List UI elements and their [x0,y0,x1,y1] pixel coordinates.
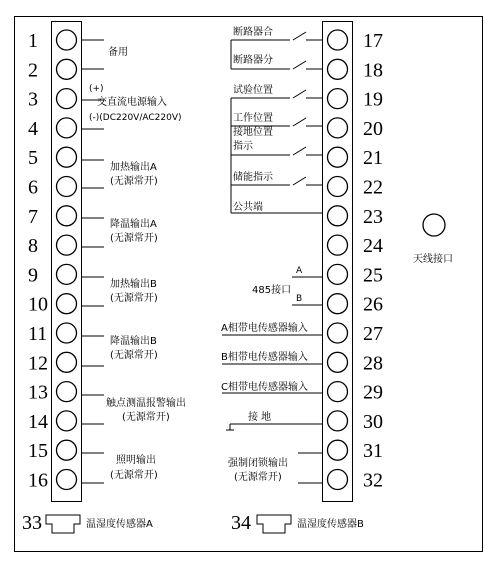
label-cool-b: 降温输出B [110,336,157,347]
label-cool-b-note: (无源常开) [110,350,158,361]
label-power-minus: (-)(DC220V/AC220V) [89,113,182,123]
right-terminal-number: 23 [363,205,383,228]
label-heat-b-note: (无源常开) [110,293,158,304]
terminal-screw-icon [57,264,77,284]
label-power-plus: (+) [89,84,104,94]
label-energy-storage: 储能指示 [233,172,273,183]
terminal-screw-icon [328,352,348,372]
label-ground-indicator: 指示 [233,141,253,152]
sensor-port-b-connector-icon [257,515,291,533]
terminal-screw-icon [328,382,348,402]
terminal-screw-icon [328,147,348,167]
label-rs485-a: A [296,266,303,276]
left-terminal-number: 3 [28,88,38,111]
label-rs485: 485接口 [252,285,292,296]
right-terminal-screws [328,30,348,490]
label-contact-alarm-note: (无源常开) [122,412,170,423]
right-terminal-number: 30 [363,410,383,433]
terminal-screw-icon [328,323,348,343]
terminal-screw-icon [57,352,77,372]
terminal-screw-icon [328,470,348,490]
sensor-port-a-label: 温湿度传感器A [86,519,153,530]
terminal-screw-icon [328,118,348,138]
left-terminal-number: 15 [28,440,48,463]
right-wiring [222,32,323,483]
label-lighting-note: (无源常开) [110,470,158,481]
left-terminal-number: 11 [28,323,48,345]
terminal-screw-icon [328,59,348,79]
sensor-port-b [231,512,364,534]
label-power-title: 交直流电源输入 [97,97,167,108]
sensor-port-a-number: 33 [22,512,42,534]
right-terminal-number: 20 [363,117,383,140]
right-terminal-number: 26 [363,293,383,316]
terminal-screw-icon [328,235,348,255]
terminal-screw-icon [57,147,77,167]
label-contact-alarm: 触点测温报警输出 [106,398,186,409]
right-terminal-number: 32 [363,469,383,492]
sensor-port-a [22,512,153,534]
label-sensor-c-phase: C相带电传感器输入 [221,382,308,393]
label-lighting: 照明输出 [116,455,156,466]
label-rs485-b: B [296,294,303,304]
left-terminal-number: 2 [28,59,38,82]
label-heat-b: 加热输出B [110,279,157,290]
antenna-connector-icon [423,214,445,236]
label-common: 公共端 [233,202,263,213]
label-ground: 接 地 [248,412,272,423]
sensor-port-b-label: 温湿度传感器B [297,519,364,530]
terminal-screw-icon [328,294,348,314]
left-terminal-numbers [28,30,48,492]
label-forced-lock-note: (无源常开) [234,472,282,483]
right-terminal-number: 28 [363,352,383,375]
right-terminal-number: 24 [363,235,383,258]
label-work-position: 工作位置 [233,113,273,124]
right-terminal-number: 19 [363,88,383,111]
terminal-screw-icon [57,177,77,197]
terminal-screw-icon [57,235,77,255]
terminal-screw-icon [328,264,348,284]
terminal-screw-icon [57,30,77,50]
right-terminal-number: 18 [363,59,383,82]
right-terminal-number: 17 [363,30,383,52]
label-sensor-b-phase: B相带电传感器输入 [221,352,308,363]
terminal-screw-icon [57,294,77,314]
right-terminal-number: 21 [363,147,383,170]
label-heat-a-note: (无源常开) [110,176,158,187]
label-breaker-open: 断路器分 [233,55,273,66]
terminal-screw-icon [328,411,348,431]
left-terminal-number: 16 [28,469,48,492]
terminal-screw-icon [57,440,77,460]
label-test-position: 试验位置 [233,85,273,96]
left-terminal-screws [57,30,77,490]
left-terminal-number: 4 [28,117,38,140]
label-cool-a-note: (无源常开) [110,233,158,244]
terminal-screw-icon [57,470,77,490]
terminal-screw-icon [328,177,348,197]
sensor-port-a-connector-icon [46,515,80,533]
right-terminal-number: 22 [363,176,383,199]
terminal-screw-icon [57,382,77,402]
left-terminal-number: 10 [28,293,48,316]
left-terminal-number: 13 [28,381,48,404]
label-spare: 备用 [108,47,128,58]
terminal-screw-icon [328,89,348,109]
terminal-screw-icon [57,59,77,79]
right-terminal-number: 25 [363,264,383,287]
left-terminal-number: 7 [28,205,38,228]
sensor-port-b-number: 34 [231,512,251,534]
terminal-screw-icon [57,206,77,226]
terminal-screw-icon [328,440,348,460]
terminal-screw-icon [328,206,348,226]
label-ground-position: 接地位置 [233,127,273,138]
terminal-screw-icon [57,323,77,343]
label-breaker-close: 断路器合 [233,27,273,38]
left-terminal-number: 8 [28,235,38,258]
label-cool-a: 降温输出A [110,219,157,230]
left-terminal-number: 14 [28,410,48,433]
label-heat-a: 加热输出A [110,162,157,173]
left-terminal-number: 12 [28,352,48,375]
label-antenna: 天线接口 [413,254,453,265]
terminal-screw-icon [57,118,77,138]
left-terminal-number: 9 [28,264,38,287]
left-terminal-number: 6 [28,176,38,199]
right-terminal-number: 29 [363,381,383,404]
right-terminal-number: 27 [363,323,383,345]
right-terminal-number: 31 [363,440,383,463]
terminal-screw-icon [57,89,77,109]
left-terminal-number: 5 [28,147,38,170]
label-forced-lock: 强制闭锁输出 [228,458,288,469]
terminal-screw-icon [328,30,348,50]
right-terminal-numbers [363,30,383,492]
label-sensor-a-phase: A相带电传感器输入 [221,323,308,334]
terminal-screw-icon [57,411,77,431]
left-terminal-number: 1 [28,30,38,52]
